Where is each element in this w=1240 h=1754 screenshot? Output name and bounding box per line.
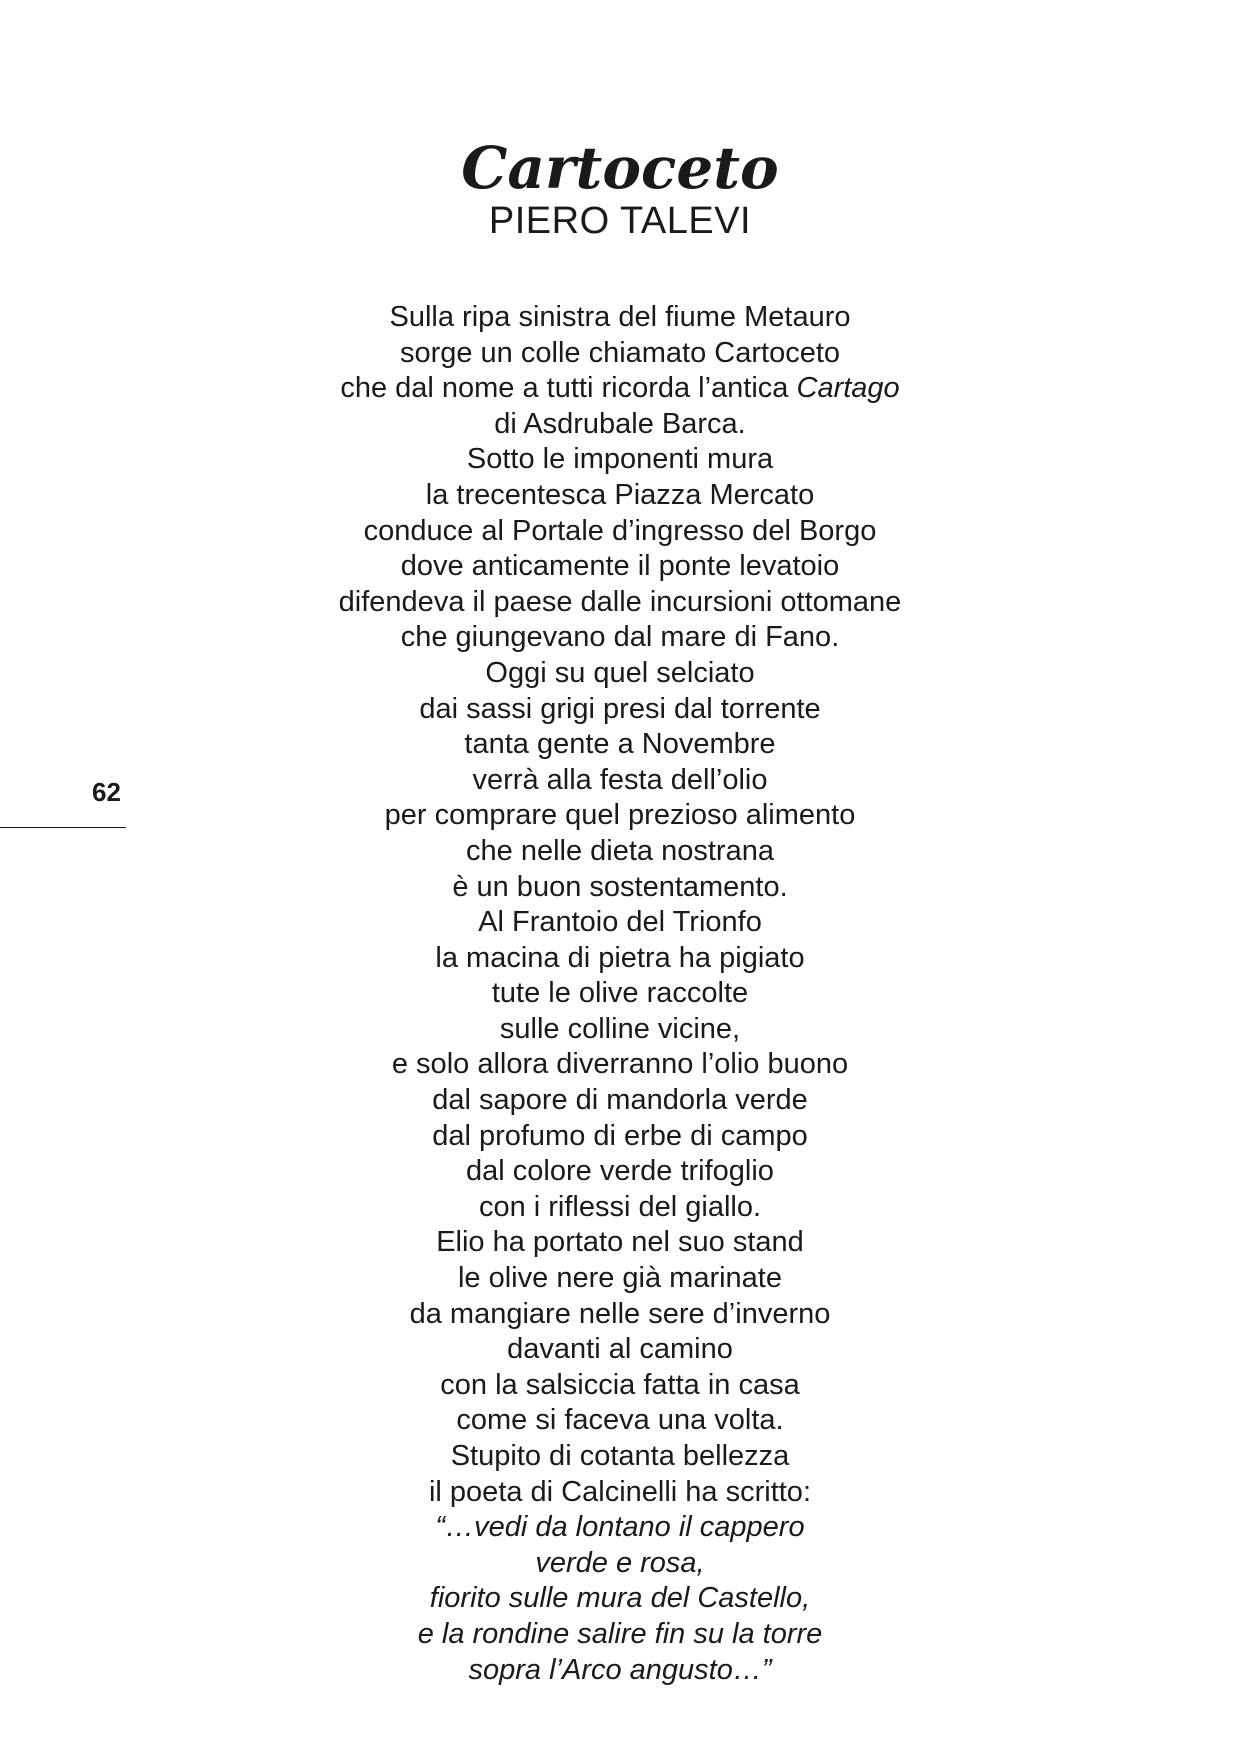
poem-line [0, 514, 1240, 550]
poem-line [0, 941, 1240, 977]
poem-line-text: sorge un colle chiamato Cartoceto [399, 336, 841, 369]
poem-line [0, 1475, 1240, 1511]
poem-line-text: sulle colline vicine, [499, 1012, 741, 1045]
poem-line [0, 585, 1240, 621]
poem-line-text: che dal nome a tutti ricorda l’antica [340, 372, 797, 405]
poem-line-text: le olive nere già marinate [457, 1262, 782, 1295]
poem-line-text: difendeva il paese dalle incursioni ottomane [338, 585, 902, 618]
poem-line-text: Stupito di cotanta bellezza [450, 1440, 790, 1472]
poem-line [0, 1225, 1240, 1261]
poem-line [0, 1012, 1240, 1048]
poem-line-text: come si faceva una volta. [456, 1404, 784, 1437]
poem-line-text: la trecentesca Piazza Mercato [425, 478, 815, 511]
poem-line [0, 1332, 1240, 1368]
poem-line-text: di Asdrubale Barca. [494, 407, 746, 440]
poem-line-text: da mangiare nelle sere d’inverno [409, 1297, 831, 1330]
poem-line-text: con i riflessi del giallo. [478, 1190, 762, 1223]
poem-line [0, 1083, 1240, 1119]
poem-line [0, 478, 1240, 514]
poem-line-text: che giungevano dal mare di Fano. [400, 621, 840, 654]
poem-line [0, 1617, 1240, 1653]
poem-line [0, 1154, 1240, 1190]
poem-title: Cartoceto [461, 134, 779, 202]
poem-line [0, 834, 1240, 870]
poem-line [0, 798, 1240, 834]
poem-line-text: verrà alla festa dell’olio [472, 763, 768, 796]
poem-line [0, 1119, 1240, 1155]
poem-line [0, 1546, 1240, 1582]
poem-line-text: Sulla ripa sinistra del fiume Metauro [389, 301, 851, 333]
page-number-rule [0, 827, 126, 828]
poem-line-text: dai sassi grigi presi dal torrente [419, 692, 821, 725]
poem-line [0, 1368, 1240, 1404]
poem-line [0, 1047, 1240, 1083]
poem-line-italic-text: “…vedi da lontano il cappero [435, 1511, 805, 1544]
poem-line-text: tute le olive raccolte [491, 977, 749, 1010]
poem-line-text: dove anticamente il ponte levatoio [400, 550, 840, 583]
poem-line-text: e solo allora diverranno l’olio buono [391, 1048, 849, 1081]
poem-line-text: Oggi su quel selciato [485, 656, 755, 689]
poem-line [0, 1190, 1240, 1226]
poem-author: PIERO TALEVI [488, 200, 752, 242]
poem-body [0, 300, 1240, 1688]
poem-line [0, 371, 1240, 407]
poem-line-text: Al Frantoio del Trionfo [478, 906, 762, 939]
poem-line [0, 692, 1240, 728]
poem-line [0, 905, 1240, 941]
poem-line-italic-text: e la rondine salire fin su la torre [417, 1617, 823, 1650]
poem-line [0, 1439, 1240, 1475]
poem-line-text: dal profumo di erbe di campo [432, 1119, 808, 1152]
poem-line-text: Elio ha portato nel suo stand [436, 1226, 804, 1259]
poem-line-text: dal sapore di mandorla verde [432, 1084, 808, 1117]
poem-line-text: la macina di pietra ha pigiato [435, 941, 805, 974]
poem-line [0, 1581, 1240, 1617]
poem-line-text: è un buon sostentamento. [452, 870, 788, 903]
poem-line [0, 620, 1240, 656]
poem-line [0, 763, 1240, 799]
poem-line-text: che nelle dieta nostrana [466, 834, 774, 867]
poem-line-text: tanta gente a Novembre [464, 728, 776, 761]
poem-line [0, 442, 1240, 478]
poem-line [0, 727, 1240, 763]
poem-line [0, 976, 1240, 1012]
poem-line-text: conduce al Portale d’ingresso del Borgo [363, 514, 877, 547]
poem-line [0, 870, 1240, 906]
poem-line [0, 300, 1240, 336]
poem-line [0, 1261, 1240, 1297]
poem-line [0, 656, 1240, 692]
poem-line-italic-text: verde e rosa, [535, 1546, 705, 1579]
page-number: 62 [92, 777, 121, 807]
poem-line [0, 1297, 1240, 1333]
poem-line-text: Sotto le imponenti mura [466, 443, 774, 476]
poem-line-text: dal colore verde trifoglio [466, 1155, 774, 1188]
poem-line-italic-text: sopra l’Arco angusto…” [468, 1653, 772, 1686]
poem-line [0, 1403, 1240, 1439]
poem-line [0, 407, 1240, 443]
poem-line-italic-text: Cartago [796, 372, 900, 405]
poem-line [0, 1510, 1240, 1546]
poem-line-text: per comprare quel prezioso alimento [384, 799, 856, 832]
poem-line-italic-text: fiorito sulle mura del Castello, [429, 1582, 811, 1615]
poem-line [0, 549, 1240, 585]
poem-line [0, 1653, 1240, 1689]
poem-line-text: davanti al camino [507, 1333, 733, 1366]
poem-line-text: il poeta di Calcinelli ha scritto: [428, 1475, 811, 1508]
poem-line-text: con la salsiccia fatta in casa [440, 1368, 800, 1401]
poem-line [0, 336, 1240, 372]
